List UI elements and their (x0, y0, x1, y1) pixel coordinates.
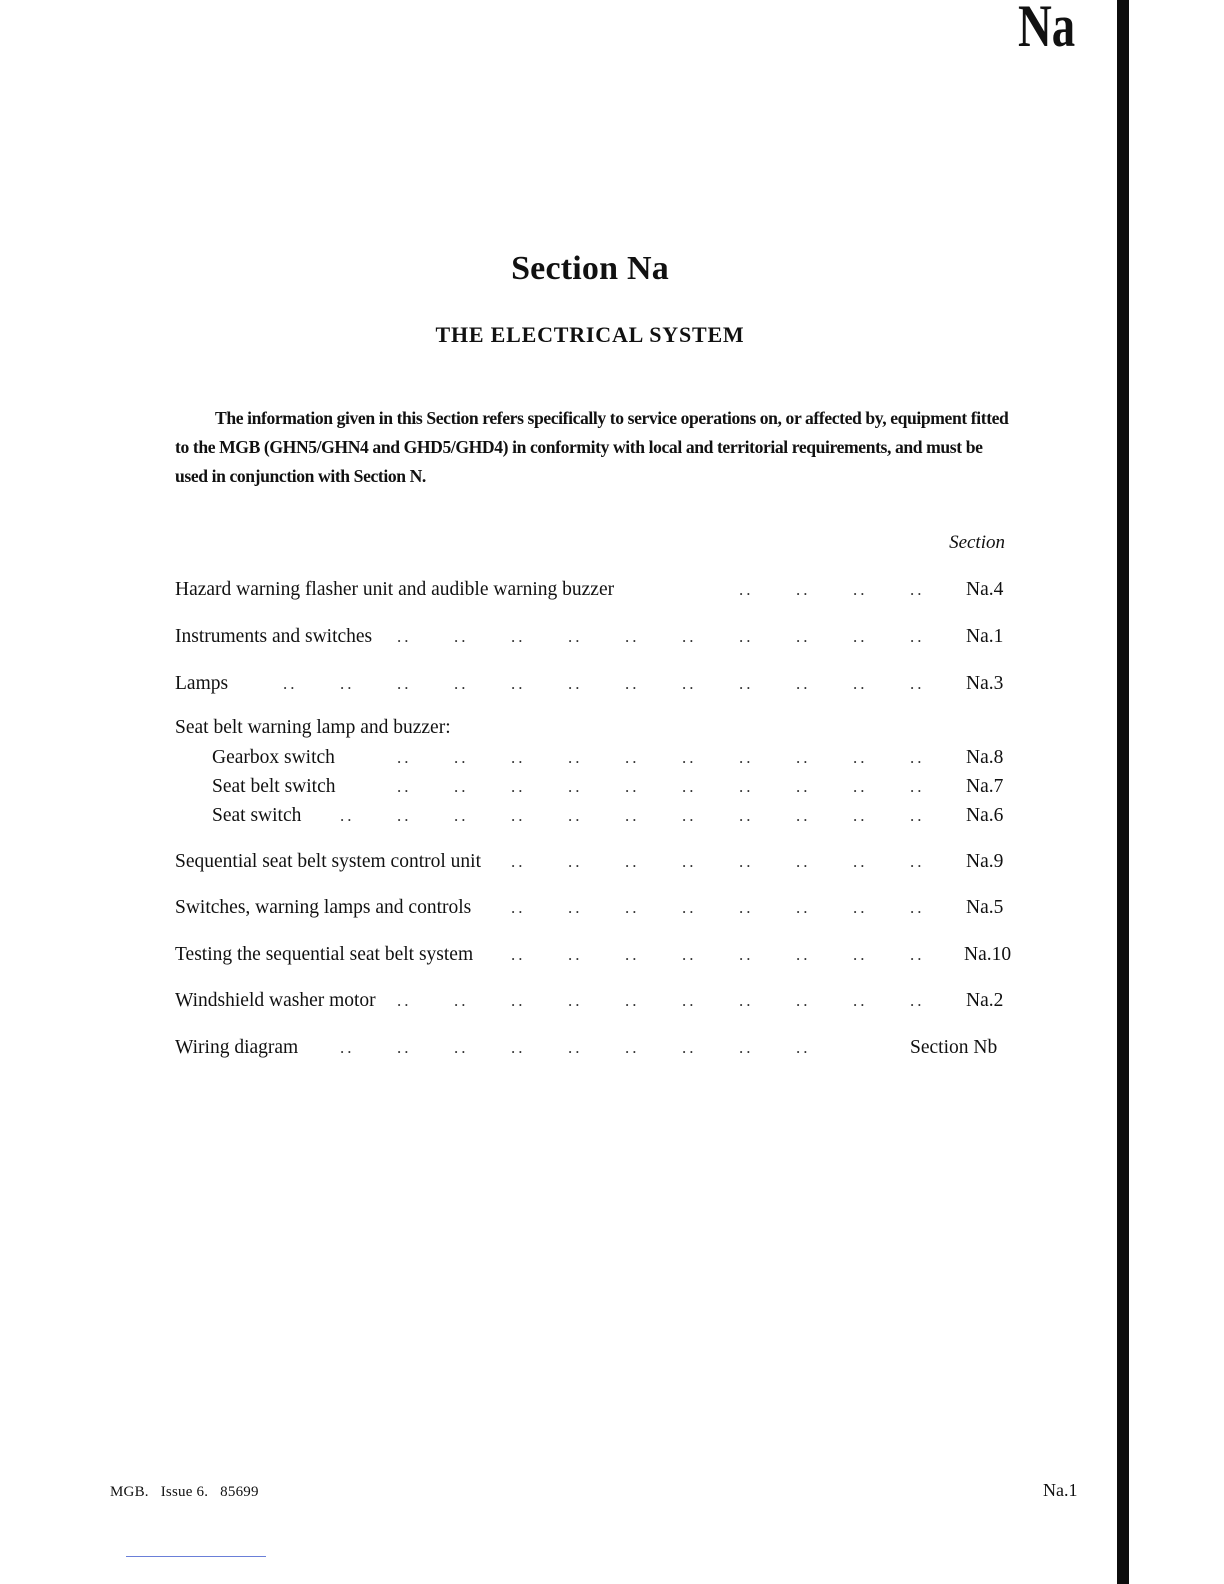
leader-dot-pair: .. (739, 945, 754, 964)
leader-dot-pair: .. (796, 806, 811, 825)
leader-dot-pair: .. (910, 945, 925, 964)
leader-dot-pair: .. (739, 991, 754, 1010)
toc-label: Seat switch (212, 805, 302, 826)
leader-dot-pair: .. (454, 777, 469, 796)
leader-dot-pair: .. (511, 1038, 526, 1057)
leader-dot-pair: .. (511, 898, 526, 917)
leader-dot-pair: .. (682, 627, 697, 646)
leader-dot-pair: .. (511, 748, 526, 767)
page-edge-bar (1117, 0, 1129, 1584)
toc-section-ref: Na.1 (966, 626, 1004, 647)
leader-dot-pair: .. (853, 898, 868, 917)
leader-dot-pair: .. (910, 674, 925, 693)
toc-section-ref: Section Nb (910, 1037, 998, 1058)
toc-label: Testing the sequential seat belt system (175, 944, 474, 965)
toc-section-ref: Na.4 (966, 579, 1004, 600)
leader-dot-pair: .. (568, 777, 583, 796)
toc-section-ref: Na.9 (966, 851, 1004, 872)
leader-dot-pair: .. (568, 748, 583, 767)
leader-dot-pair: .. (511, 852, 526, 871)
leader-dot-pair: .. (682, 852, 697, 871)
toc-section-ref: Na.5 (966, 897, 1004, 918)
toc-label: Wiring diagram (175, 1037, 299, 1058)
intro-paragraph: The information given in this Section refers specifically to service operations on, or affected by, equipment fitted to the MGB (GHN5/GHN4 and GHD5/GHD4) in conformity with local and territorial requirements, and must be used in conjunction with Section N. (175, 408, 1009, 486)
leader-dot-pair: .. (625, 627, 640, 646)
leader-dot-pair: .. (796, 898, 811, 917)
leader-dot-pair: .. (910, 991, 925, 1010)
leader-dot-pair: .. (910, 777, 925, 796)
leader-dot-pair: .. (796, 852, 811, 871)
leader-dot-pair: .. (625, 748, 640, 767)
leader-dot-pair: .. (397, 777, 412, 796)
leader-dot-pair: .. (739, 674, 754, 693)
leader-dot-pair: .. (796, 1038, 811, 1057)
leader-dot-pair: .. (340, 806, 355, 825)
footer-model: MGB. (110, 1484, 149, 1500)
leader-dot-pair: .. (454, 674, 469, 693)
leader-dot-pair: .. (568, 991, 583, 1010)
leader-dot-pair: .. (454, 991, 469, 1010)
leader-dot-pair: .. (511, 991, 526, 1010)
leader-dot-pair: .. (568, 1038, 583, 1057)
leader-dot-pair: .. (796, 627, 811, 646)
leader-dot-pair: .. (739, 1038, 754, 1057)
leader-dot-pair: .. (397, 748, 412, 767)
leader-dot-pair: .. (283, 674, 298, 693)
leader-dot-pair: .. (568, 945, 583, 964)
leader-dot-pair: .. (397, 674, 412, 693)
leader-dot-pair: .. (625, 806, 640, 825)
leader-dot-pair: .. (625, 1038, 640, 1057)
leader-dot-pair: .. (739, 627, 754, 646)
leader-dot-pair: .. (397, 806, 412, 825)
toc-label: Switches, warning lamps and controls (175, 897, 472, 918)
leader-dot-pair: .. (682, 777, 697, 796)
leader-dot-pair: .. (853, 852, 868, 871)
leader-dot-pair: .. (340, 674, 355, 693)
leader-dot-pair: .. (682, 945, 697, 964)
leader-dot-pair: .. (796, 991, 811, 1010)
leader-dot-pair: .. (853, 945, 868, 964)
leader-dot-pair: .. (796, 580, 811, 599)
leader-dot-pair: .. (340, 1038, 355, 1057)
leader-dot-pair: .. (511, 806, 526, 825)
leader-dot-pair: .. (454, 748, 469, 767)
leader-dot-pair: .. (511, 627, 526, 646)
page-subtitle: THE ELECTRICAL SYSTEM (435, 322, 745, 347)
leader-dot-pair: .. (511, 777, 526, 796)
leader-dot-pair: .. (853, 580, 868, 599)
footer-part-number: 85699 (220, 1484, 259, 1500)
leader-dot-pair: .. (397, 627, 412, 646)
leader-dot-pair: .. (397, 1038, 412, 1057)
leader-dot-pair: .. (682, 898, 697, 917)
leader-dot-pair: .. (454, 806, 469, 825)
leader-dot-pair: .. (853, 748, 868, 767)
leader-dot-pair: .. (568, 806, 583, 825)
toc-section-ref: Na.2 (966, 990, 1004, 1011)
toc-label: Instruments and switches (175, 626, 373, 647)
leader-dot-pair: .. (739, 806, 754, 825)
leader-dot-pair: .. (625, 674, 640, 693)
leader-dot-pair: .. (625, 777, 640, 796)
section-thumb-tab: Na (1018, 0, 1076, 59)
leader-dot-pair: .. (853, 806, 868, 825)
toc-section-ref: Na.7 (966, 776, 1004, 797)
leader-dot-pair: .. (682, 674, 697, 693)
leader-dot-pair: .. (682, 1038, 697, 1057)
leader-dot-pair: .. (739, 777, 754, 796)
toc-label: Lamps (175, 673, 229, 694)
leader-dot-pair: .. (511, 674, 526, 693)
leader-dot-pair: .. (910, 852, 925, 871)
leader-dot-pair: .. (739, 580, 754, 599)
leader-dot-pair: .. (568, 627, 583, 646)
leader-dot-pair: .. (625, 945, 640, 964)
leader-dot-pair: .. (739, 748, 754, 767)
leader-dot-pair: .. (397, 991, 412, 1010)
leader-dot-pair: .. (796, 777, 811, 796)
leader-dot-pair: .. (853, 777, 868, 796)
leader-dot-pair: .. (682, 991, 697, 1010)
toc-section-ref: Na.6 (966, 805, 1004, 826)
leader-dot-pair: .. (739, 852, 754, 871)
leader-dot-pair: .. (796, 945, 811, 964)
leader-dot-pair: .. (853, 627, 868, 646)
footer-issue: Issue 6. (160, 1484, 209, 1500)
footer-publication-info (110, 1484, 271, 1501)
leader-dot-pair: .. (796, 748, 811, 767)
leader-dot-pair: .. (625, 991, 640, 1010)
toc-section-ref: Na.3 (966, 673, 1004, 694)
leader-dot-pair: .. (910, 806, 925, 825)
leader-dot-pair: .. (910, 898, 925, 917)
leader-dot-pair: .. (853, 674, 868, 693)
leader-dot-pair: .. (454, 1038, 469, 1057)
leader-dot-pair: .. (625, 898, 640, 917)
scan-artifact-line (126, 1556, 266, 1557)
leader-dot-pair: .. (739, 898, 754, 917)
leader-dot-pair: .. (568, 898, 583, 917)
leader-dot-pair: .. (910, 627, 925, 646)
leader-dot-pair: .. (625, 852, 640, 871)
leader-dot-pair: .. (796, 674, 811, 693)
leader-dot-pair: .. (853, 991, 868, 1010)
page-title: Section Na (511, 250, 669, 287)
leader-dot-pair: .. (454, 627, 469, 646)
page-number: Na.1 (1043, 1480, 1078, 1500)
toc-label: Hazard warning flasher unit and audible warning buzzer (175, 579, 615, 600)
leader-dot-pair: .. (910, 748, 925, 767)
leader-dot-pair: .. (682, 748, 697, 767)
leader-dot-pair: .. (568, 674, 583, 693)
toc-section-ref: Na.10 (964, 944, 1012, 965)
leader-dot-pair: .. (682, 806, 697, 825)
toc-label: Sequential seat belt system control unit (175, 851, 481, 872)
leader-dot-pair: .. (511, 945, 526, 964)
toc-label: Gearbox switch (212, 747, 335, 768)
toc-label: Windshield washer motor (175, 990, 376, 1011)
toc-label: Seat belt switch (212, 776, 336, 797)
toc-group-label: Seat belt warning lamp and buzzer: (175, 717, 451, 738)
toc-section-ref: Na.8 (966, 747, 1004, 768)
leader-dot-pair: .. (910, 580, 925, 599)
leader-dot-pair: .. (568, 852, 583, 871)
section-column-header: Section (949, 532, 1005, 553)
